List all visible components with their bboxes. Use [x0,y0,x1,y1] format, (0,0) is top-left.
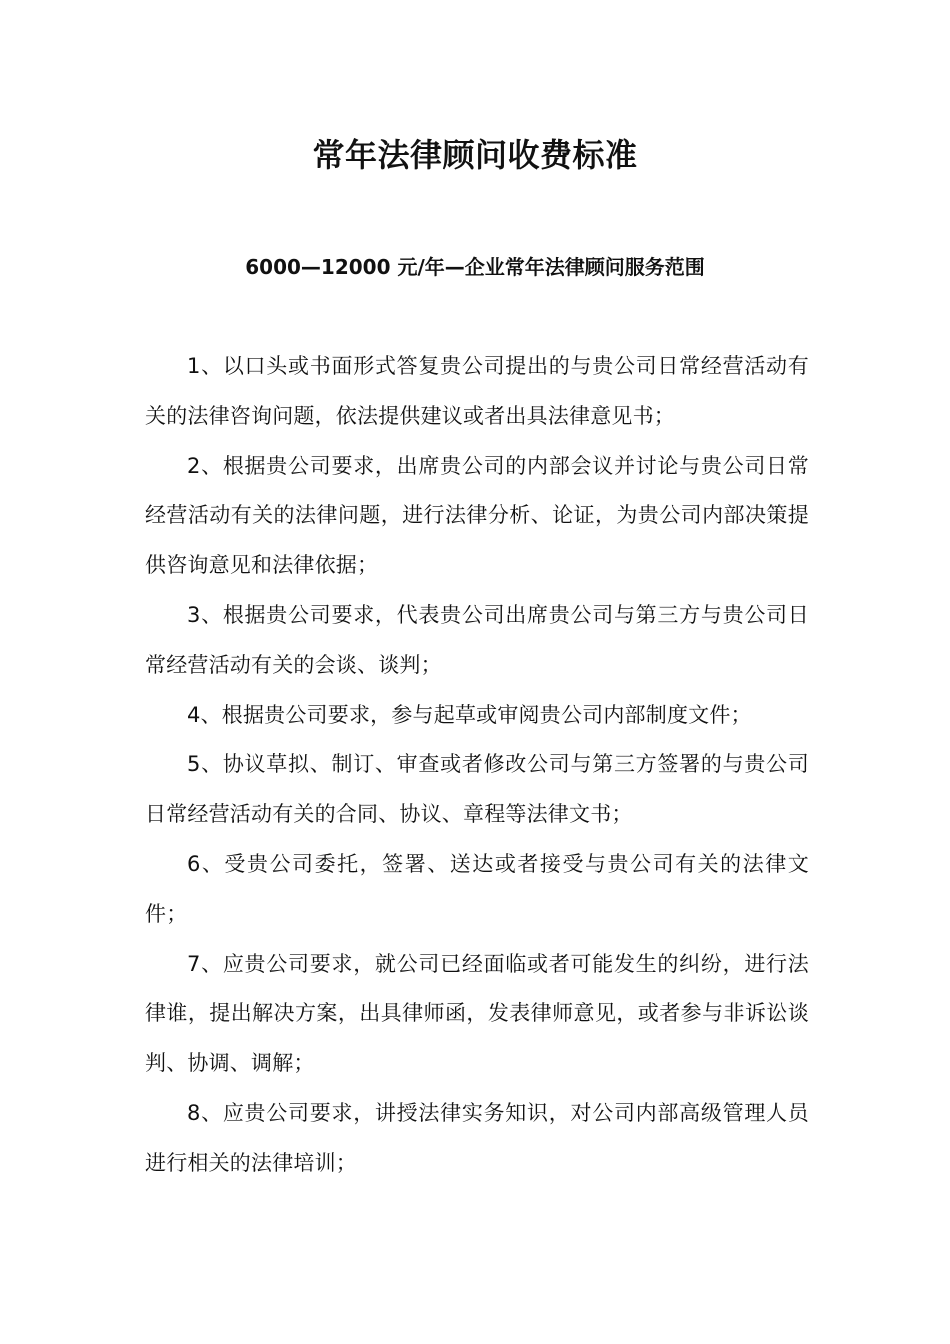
document-subtitle: 6000—12000 元/年—企业常年法律顾问服务范围 [245,255,705,279]
service-list [145,342,809,1189]
service-item-7: 7、应贵公司要求，就公司已经面临或者可能发生的纠纷，进行法律谁，提出解决方案，出具律师函，发表律师意见，或者参与非诉讼谈判、协调、调解； [145,951,809,1076]
service-item-2: 2、根据贵公司要求，出席贵公司的内部会议并讨论与贵公司日常经营活动有关的法律问题，进行法律分析、论证，为贵公司内部决策提供咨询意见和法律依据； [145,453,809,578]
document-title: 常年法律顾问收费标准 [312,136,638,174]
service-item-8: 8、应贵公司要求，讲授法律实务知识，对公司内部高级管理人员进行相关的法律培训； [145,1100,809,1175]
service-item-4: 4、根据贵公司要求，参与起草或审阅贵公司内部制度文件； [187,702,752,727]
service-item-3: 3、根据贵公司要求，代表贵公司出席贵公司与第三方与贵公司日常经营活动有关的会谈、谈判； [145,602,809,677]
service-item-6: 6、受贵公司委托，签署、送达或者接受与贵公司有关的法律文件； [145,851,809,926]
service-item-1: 1、以口头或书面形式答复贵公司提出的与贵公司日常经营活动有关的法律咨询问题，依法提供建议或者出具法律意见书； [145,354,809,428]
service-item-5: 5、协议草拟、制订、审查或者修改公司与第三方签署的与贵公司日常经营活动有关的合同、协议、章程等法律文书； [145,752,809,827]
